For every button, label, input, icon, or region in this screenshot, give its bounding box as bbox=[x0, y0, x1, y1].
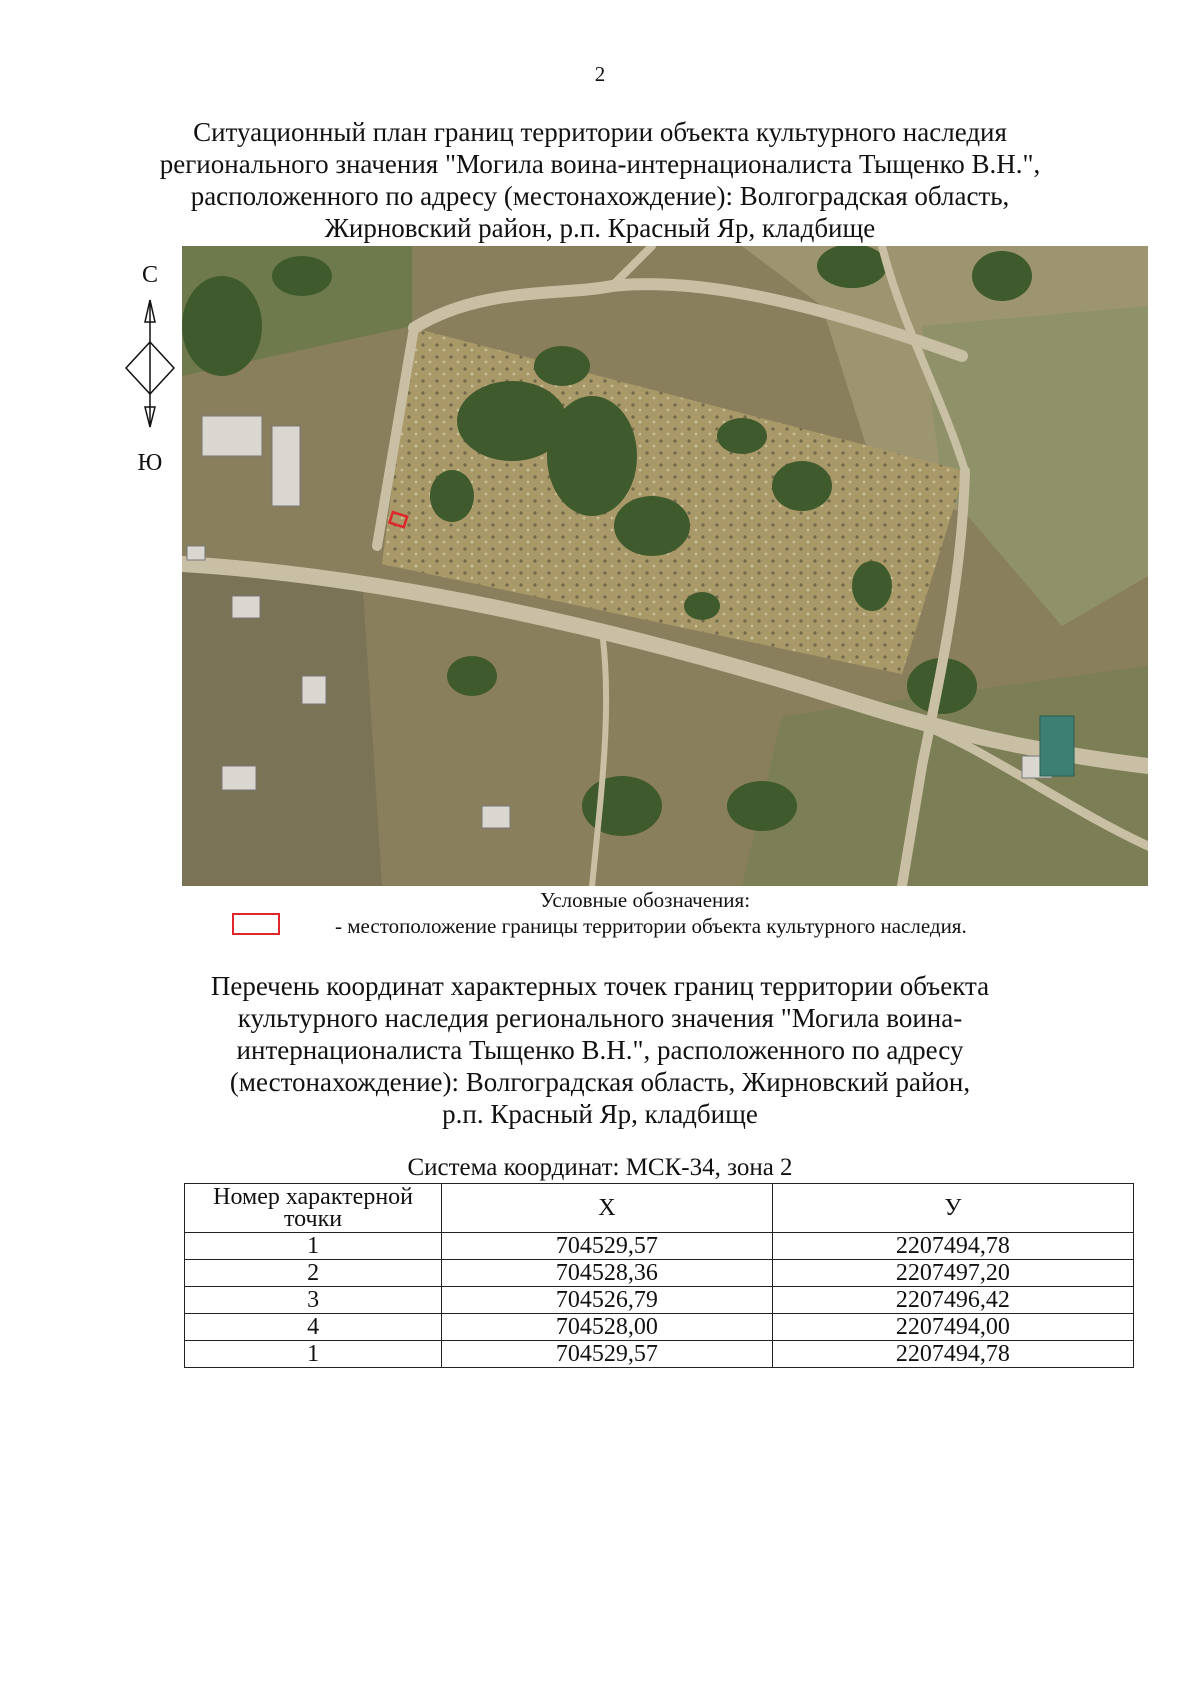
plan-title-line: регионального значения "Могила воина-интернационалиста Тыщенко В.Н.", bbox=[159, 149, 1041, 179]
cell-x: 704529,57 bbox=[442, 1233, 772, 1260]
legend-boundary-swatch bbox=[232, 913, 280, 935]
header-point-number: Номер характерной точки bbox=[185, 1184, 442, 1233]
coordinates-table bbox=[184, 1183, 1134, 1368]
satellite-map bbox=[182, 246, 1148, 886]
list-title-line: Перечень координат характерных точек границ территории объекта bbox=[210, 971, 990, 1001]
cell-y: 2207497,20 bbox=[772, 1260, 1133, 1287]
table-row bbox=[185, 1287, 1134, 1314]
header-y: У bbox=[772, 1184, 1133, 1233]
cell-y: 2207494,00 bbox=[772, 1314, 1133, 1341]
cell-x: 704528,00 bbox=[442, 1314, 772, 1341]
table-row bbox=[185, 1233, 1134, 1260]
cell-y: 2207494,78 bbox=[772, 1341, 1133, 1368]
north-arrow bbox=[120, 262, 180, 476]
cell-point: 4 bbox=[185, 1314, 442, 1341]
cell-point: 3 bbox=[185, 1287, 442, 1314]
compass-arrow-icon bbox=[120, 262, 180, 472]
compass-north-label: С bbox=[141, 262, 158, 288]
coordinate-system-caption: Система координат: МСК-34, зона 2 bbox=[407, 1154, 793, 1181]
coordinates-list-title bbox=[150, 970, 1050, 1130]
cell-y: 2207496,42 bbox=[772, 1287, 1133, 1314]
page-number: 2 bbox=[594, 62, 606, 86]
list-title-line: интернационалиста Тыщенко В.Н.", расположенного по адресу bbox=[236, 1035, 964, 1065]
list-title-line: культурного наследия регионального значения "Могила воина- bbox=[237, 1003, 963, 1033]
cell-x: 704529,57 bbox=[442, 1341, 772, 1368]
table-header-row bbox=[185, 1184, 1134, 1233]
cell-x: 704526,79 bbox=[442, 1287, 772, 1314]
list-title-line: р.п. Красный Яр, кладбище bbox=[442, 1099, 758, 1129]
cell-x: 704528,36 bbox=[442, 1260, 772, 1287]
list-title-line: (местонахождение): Волгоградская область, Жирновский район, bbox=[229, 1067, 971, 1097]
cell-point: 1 bbox=[185, 1233, 442, 1260]
table-row bbox=[185, 1314, 1134, 1341]
cell-y: 2207494,78 bbox=[772, 1233, 1133, 1260]
cell-point: 2 bbox=[185, 1260, 442, 1287]
plan-title-line: Ситуационный план границ территории объекта культурного наследия bbox=[193, 117, 1007, 147]
satellite-map-image bbox=[182, 246, 1148, 886]
table-row bbox=[185, 1260, 1134, 1287]
plan-title-line: расположенного по адресу (местонахождение): Волгоградская область, bbox=[190, 181, 1010, 211]
plan-title-line: Жирновский район, р.п. Красный Яр, кладбище bbox=[324, 213, 876, 243]
plan-title bbox=[150, 116, 1050, 244]
cell-point: 1 bbox=[185, 1341, 442, 1368]
legend-item-text: - местоположение границы территории объекта культурного наследия. bbox=[335, 914, 967, 938]
compass-south-label: Ю bbox=[137, 450, 163, 476]
legend-title: Условные обозначения: bbox=[540, 888, 751, 912]
table-row bbox=[185, 1341, 1134, 1368]
header-x: X bbox=[442, 1184, 772, 1233]
